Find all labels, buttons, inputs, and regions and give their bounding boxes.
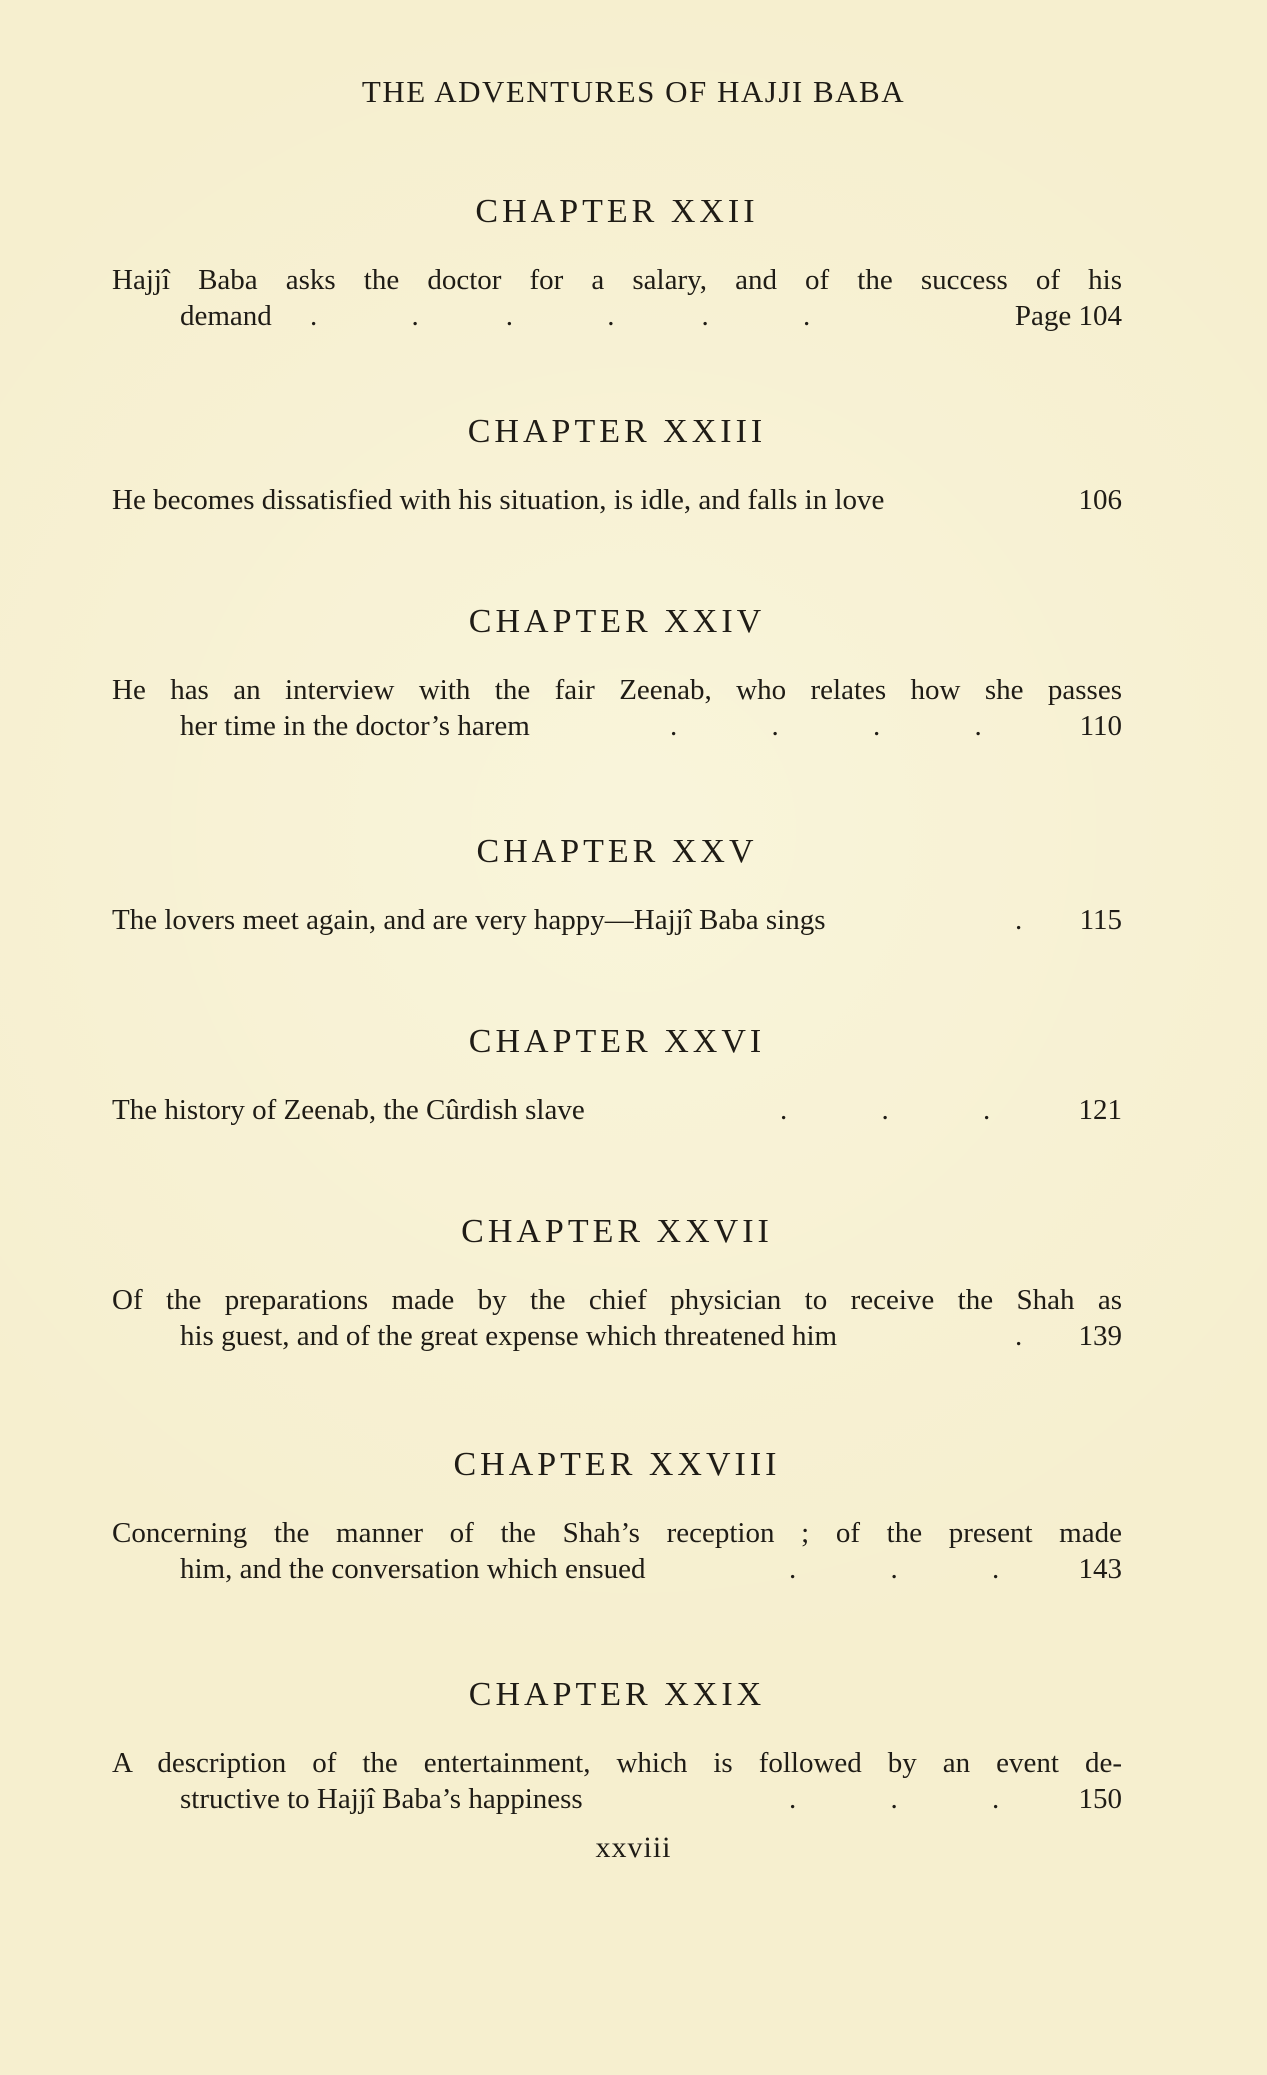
page-number: 121	[1078, 1094, 1122, 1126]
chapter-entry-xxix	[112, 1673, 1122, 1817]
chapter-entry-xxv	[112, 830, 1122, 938]
running-head: THE ADVENTURES OF HAJJI BABA	[361, 74, 906, 109]
dot-leaders: . . .	[780, 1094, 991, 1126]
chapter-entry-xxiv	[112, 600, 1122, 744]
summary-line-continued	[112, 1318, 1122, 1354]
chapter-summary	[112, 482, 1122, 518]
dot-leaders: . . .	[789, 1783, 1000, 1815]
summary-line-text: demand	[180, 300, 272, 332]
page-number: Page 104	[1014, 300, 1122, 332]
summary-line-with-page	[112, 902, 1122, 938]
summary-line-with-page	[112, 482, 1122, 518]
page-number: 115	[1079, 904, 1122, 936]
page-number: 110	[1079, 710, 1122, 742]
summary-line: Hajjî Baba asks the doctor for a salary, and of the success of his	[112, 264, 1122, 296]
chapter-summary	[112, 672, 1122, 744]
summary-line: A description of the entertainment, which is followed by an event de-	[112, 1747, 1122, 1779]
page-number: 106	[1078, 484, 1122, 516]
chapter-heading: CHAPTER XXIX	[468, 1676, 766, 1713]
summary-line-text: him, and the conversation which ensued	[180, 1553, 646, 1585]
chapter-entry-xxvi	[112, 1020, 1122, 1128]
summary-line-continued	[112, 1781, 1122, 1817]
page-number: 143	[1078, 1553, 1122, 1585]
summary-line-continued	[112, 708, 1122, 744]
page-number: 150	[1078, 1783, 1122, 1815]
chapter-entry-xxii	[112, 190, 1122, 334]
chapter-heading: CHAPTER XXIII	[467, 413, 767, 450]
chapter-summary	[112, 1282, 1122, 1354]
page-folio: xxviii	[595, 1831, 672, 1864]
summary-line: He has an interview with the fair Zeenab, who relates how she passes	[112, 674, 1122, 706]
chapter-heading: CHAPTER XXV	[476, 833, 758, 870]
summary-line-text: The history of Zeenab, the Cûrdish slave	[112, 1094, 585, 1126]
chapter-heading: CHAPTER XXII	[475, 193, 759, 230]
chapter-heading: CHAPTER XXVIII	[453, 1446, 781, 1483]
summary-line-text: her time in the doctor’s harem	[180, 710, 530, 742]
dot-leaders: . . . .	[670, 710, 982, 742]
chapter-summary	[112, 262, 1122, 334]
chapter-entry-xxiii	[112, 410, 1122, 518]
summary-line-text: structive to Hajjî Baba’s happiness	[180, 1783, 583, 1815]
dot-leaders: .	[1015, 904, 1023, 936]
summary-line: Concerning the manner of the Shah’s reception ; of the present made	[112, 1517, 1122, 1549]
dot-leaders: . . .	[789, 1553, 1000, 1585]
page-number: 139	[1078, 1320, 1122, 1352]
chapter-summary	[112, 1092, 1122, 1128]
dot-leaders: . . . . . .	[310, 300, 811, 332]
summary-line-text: his guest, and of the great expense which threatened him	[180, 1320, 838, 1352]
chapter-summary	[112, 902, 1122, 938]
chapter-heading: CHAPTER XXVI	[468, 1023, 766, 1060]
chapter-heading: CHAPTER XXVII	[461, 1213, 773, 1250]
summary-line-text: He becomes dissatisfied with his situation, is idle, and falls in love	[112, 484, 885, 516]
chapter-heading: CHAPTER XXIV	[468, 603, 766, 640]
summary-line-text: The lovers meet again, and are very happy—Hajjî Baba sings	[112, 904, 826, 936]
chapter-entry-xxvii	[112, 1210, 1122, 1354]
summary-line-continued	[112, 1551, 1122, 1587]
chapter-summary	[112, 1515, 1122, 1587]
summary-line: Of the preparations made by the chief physician to receive the Shah as	[112, 1284, 1122, 1316]
summary-line-continued	[112, 298, 1122, 334]
chapter-summary	[112, 1745, 1122, 1817]
dot-leaders: .	[1015, 1320, 1023, 1352]
summary-line-with-page	[112, 1092, 1122, 1128]
chapter-entry-xxviii	[112, 1443, 1122, 1587]
